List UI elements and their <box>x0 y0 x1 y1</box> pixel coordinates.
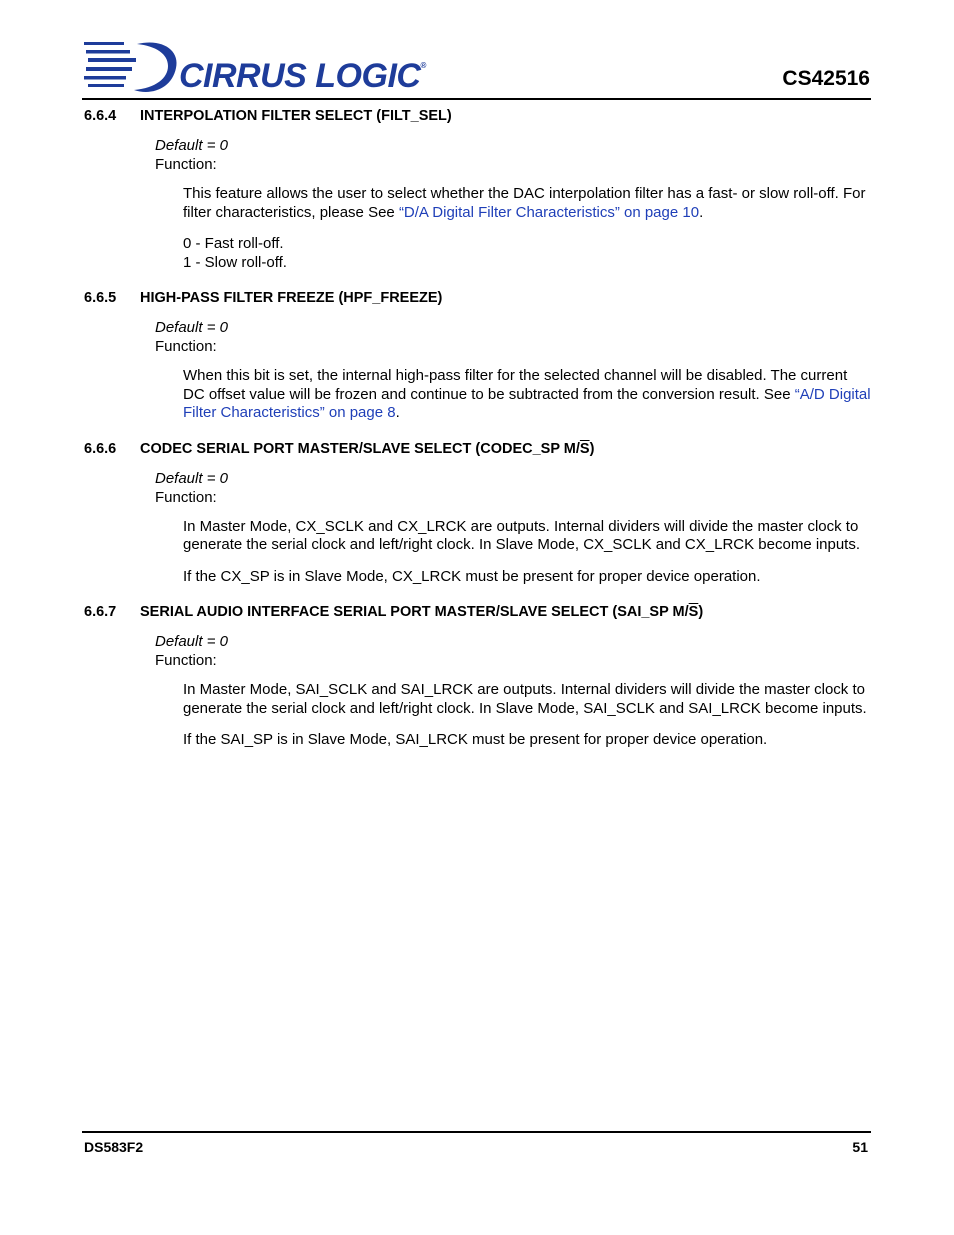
section-body <box>183 367 871 423</box>
description-paragraph: In Master Mode, CX_SCLK and CX_LRCK are outputs. Internal dividers will divide the master clock to generate the serial clock and left/right clock. In Slave Mode, CX_SCLK and CX_LRCK become inputs. <box>183 517 861 553</box>
part-number: CS42516 <box>782 67 870 90</box>
section-6-6-4 <box>84 106 871 272</box>
description-paragraph: This feature allows the user to select whether the DAC interpolation filter has a fast- or slow roll-off. For filter characteristics, please See “D/A Digital Filter Characteristics” on page 10. <box>183 185 866 221</box>
section-meta <box>155 632 871 670</box>
section-number: 6.6.6 <box>84 440 117 457</box>
section-meta <box>155 469 871 507</box>
section-6-6-6 <box>84 439 871 587</box>
default-value: Default = 0 <box>155 633 228 650</box>
page-content <box>84 106 871 766</box>
note-paragraph: If the SAI_SP is in Slave Mode, SAI_LRCK must be present for proper device operation. <box>183 731 768 748</box>
logo-wordmark: CIRRUS LOGIC® <box>179 57 426 95</box>
footer-rule <box>82 1131 871 1133</box>
default-value: Default = 0 <box>155 319 228 336</box>
cross-reference-link[interactable]: “A/D Digital Filter Characteristics” on page 8 <box>183 385 871 421</box>
description-paragraph: When this bit is set, the internal high-pass filter for the selected channel will be disabled. The current DC offset value will be frozen and continue to be subtracted from the conversion result. See “A/D Digital Filter Characteristics” on page 8. <box>183 367 871 421</box>
function-label: Function: <box>155 338 217 355</box>
function-label: Function: <box>155 156 217 173</box>
section-heading <box>84 602 871 622</box>
section-number: 6.6.7 <box>84 604 117 620</box>
description-paragraph: In Master Mode, SAI_SCLK and SAI_LRCK are outputs. Internal dividers will divide the master clock to generate the serial clock and left/right clock. In Slave Mode, SAI_SCLK and SAI_LRCK become inputs. <box>183 681 867 717</box>
section-6-6-5 <box>84 288 871 423</box>
section-6-6-7 <box>84 602 871 750</box>
function-label: Function: <box>155 488 217 506</box>
cross-reference-link[interactable]: “D/A Digital Filter Characteristics” on page 10 <box>398 203 700 221</box>
default-value: Default = 0 <box>155 469 228 487</box>
logo-swoosh-icon <box>82 38 182 98</box>
cirrus-logic-logo <box>82 38 426 98</box>
section-number: 6.6.4 <box>84 108 117 124</box>
section-meta <box>155 136 871 174</box>
section-number: 6.6.5 <box>84 290 117 306</box>
note-paragraph: If the CX_SP is in Slave Mode, CX_LRCK must be present for proper device operation. <box>183 567 761 585</box>
section-heading <box>84 288 871 308</box>
document-id: DS583F2 <box>84 1139 144 1155</box>
function-label: Function: <box>155 652 217 669</box>
section-title: HIGH-PASS FILTER FREEZE (HPF_FREEZE) <box>140 290 443 306</box>
page-number: 51 <box>852 1139 868 1155</box>
option-item: 1 - Slow roll-off. <box>183 253 287 271</box>
header-rule <box>82 98 871 100</box>
section-title: INTERPOLATION FILTER SELECT (FILT_SEL) <box>140 108 452 124</box>
section-body <box>183 681 871 750</box>
options-list <box>183 235 871 272</box>
section-title: SERIAL AUDIO INTERFACE SERIAL PORT MASTER/SLAVE SELECT (SAI_SP $M/\overline{S}$) <box>140 604 704 620</box>
page-footer <box>84 1139 871 1155</box>
option-item: 0 - Fast roll-off. <box>183 235 284 252</box>
section-body <box>183 518 871 587</box>
section-title: CODEC SERIAL PORT MASTER/SLAVE SELECT (CODEC_SP $M/\overline{S}$) <box>140 440 595 457</box>
section-heading <box>84 106 871 126</box>
section-heading <box>84 439 871 459</box>
section-body <box>183 185 871 272</box>
default-value: Default = 0 <box>155 137 228 154</box>
section-meta <box>155 318 871 356</box>
